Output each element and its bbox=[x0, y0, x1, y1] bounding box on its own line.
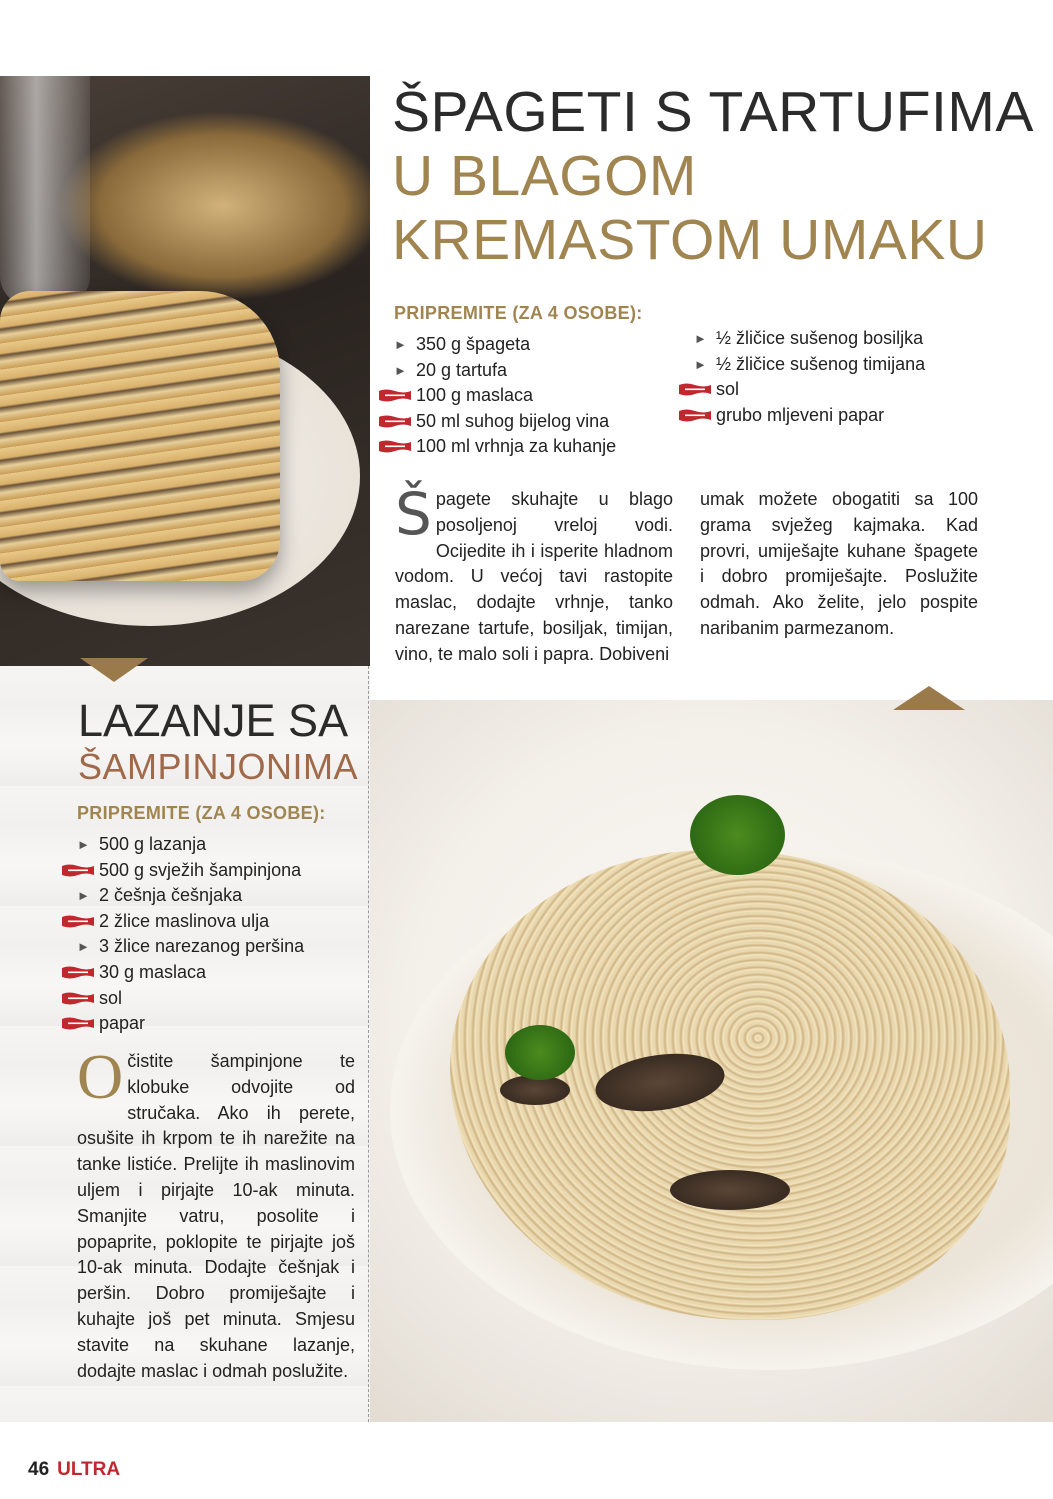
ingredient-text: 20 g tartufa bbox=[416, 359, 508, 380]
page-number: 46 bbox=[28, 1459, 50, 1480]
panel-divider bbox=[368, 666, 369, 1422]
recipe1-ingredients-col2 bbox=[694, 326, 925, 428]
brand-logo: ULTRA bbox=[57, 1459, 121, 1480]
recipe2-dropcap: O bbox=[77, 1041, 124, 1112]
ultra-plus-flag-icon bbox=[378, 439, 412, 454]
page-footer bbox=[28, 1459, 120, 1481]
ultra-plus-flag-icon bbox=[678, 408, 712, 423]
ingredient-item bbox=[77, 934, 326, 960]
ultra-plus-flag-icon bbox=[61, 863, 95, 878]
lasagna-photo bbox=[0, 76, 370, 666]
bullet-arrow-icon: ► bbox=[77, 888, 90, 904]
ingredient-item bbox=[77, 986, 326, 1012]
recipe2-ingredients-heading: PRIPREMITE (ZA 4 OSOBE): bbox=[77, 803, 326, 823]
recipe2-ingredients-list bbox=[77, 832, 326, 1037]
ingredient-item bbox=[77, 858, 326, 884]
ingredient-text: 350 g špageta bbox=[416, 334, 531, 354]
recipe1-ingredients-list-col2 bbox=[694, 326, 925, 428]
ingredient-text: 50 ml suhog bijelog vina bbox=[416, 410, 610, 431]
ingredient-text: ½ žličice sušenog bosiljka bbox=[716, 328, 924, 348]
ingredient-text: 2 češnja češnjaka bbox=[99, 885, 243, 906]
recipe1-method-text-cont: umak možete obogatiti sa 100 grama svježeg kajmaka. Kad provri, umiješajte kuhane špagete i dobro promiješajte. Poslužite odmah. Ako želite, jelo pospite naribanim parmezanom. bbox=[700, 489, 978, 638]
ingredient-text: 30 g maslaca bbox=[99, 961, 207, 982]
ingredient-item bbox=[77, 832, 326, 858]
parsley-garnish-shape bbox=[690, 795, 785, 875]
ultra-plus-flag-icon bbox=[61, 914, 95, 929]
ingredient-item bbox=[77, 960, 326, 986]
ingredient-text: ½ žličice sušenog timijana bbox=[716, 353, 926, 374]
ultra-plus-flag-icon bbox=[378, 414, 412, 429]
ingredient-text: 2 žlice maslinova ulja bbox=[99, 910, 270, 931]
bullet-arrow-icon: ► bbox=[394, 337, 407, 352]
bullet-arrow-icon: ► bbox=[694, 356, 707, 372]
ingredient-item bbox=[694, 326, 925, 352]
crystal-glass-shape bbox=[0, 76, 90, 306]
ingredient-item bbox=[394, 409, 643, 435]
recipe2-title-line2: ŠAMPINJONIMA bbox=[78, 746, 359, 787]
ingredient-text: papar bbox=[99, 1013, 146, 1034]
ingredient-item bbox=[394, 383, 643, 409]
recipe2-ingredients bbox=[77, 803, 326, 1037]
recipe1-title-line1: ŠPAGETI S TARTUFIMA bbox=[392, 80, 1034, 144]
recipe1-title bbox=[392, 80, 1034, 272]
ingredient-item bbox=[394, 358, 643, 384]
ultra-plus-flag-icon bbox=[61, 1016, 95, 1031]
recipe2-title bbox=[78, 696, 358, 788]
ingredient-text: 3 žlice narezanog peršina bbox=[99, 936, 305, 957]
ingredient-item bbox=[77, 909, 326, 935]
recipe1-ingredients-heading: PRIPREMITE (ZA 4 OSOBE): bbox=[394, 303, 643, 323]
recipe1-method-text: pagete skuhajte u blago posoljenoj vreloj vodi. Ocijedite ih i isperite hladnom vodom. U većoj tavi rastopite maslac, dodajte vrhnje, tanko narezane tartufe, bosiljak, timijan, vino, te malo soli i papra. Dobiveni bbox=[395, 489, 673, 664]
recipe2-method-text: čistite šampinjone te klobuke odvojite od stručaka. Ako ih perete, osušite ih krpom te ih narežite na tanke listiće. Prelijte ih maslinovim uljem i pirjajte 10-ak minuta. Smanjite vatru, posolite i popaprite, poklopite te pirjajte još 10-ak minuta. Dodajte češnjak i peršin. Dobro promiješajte i kuhajte još pet minuta. Smjesu stavite na skuhane lazanje, dodajte maslac i odmah poslužite. bbox=[77, 1051, 355, 1381]
ultra-plus-flag-icon bbox=[61, 991, 95, 1006]
recipe1-method-col1 bbox=[395, 480, 673, 668]
ingredient-text: 500 g lazanja bbox=[99, 834, 207, 854]
ingredient-text: sol bbox=[99, 987, 123, 1008]
bullet-arrow-icon: ► bbox=[77, 837, 90, 852]
recipe1-ingredients bbox=[394, 303, 643, 460]
decorative-triangle-up-icon bbox=[893, 686, 965, 710]
ingredient-text: 500 g svježih šampinjona bbox=[99, 859, 302, 880]
recipe1-method-col2 bbox=[700, 487, 978, 642]
lasagna-slice-shape bbox=[0, 291, 280, 581]
ingredient-item bbox=[694, 377, 925, 403]
ingredient-item bbox=[694, 403, 925, 429]
bullet-arrow-icon: ► bbox=[694, 331, 707, 346]
recipe2-title-line1: LAZANJE SA bbox=[78, 695, 349, 746]
ingredient-item bbox=[394, 332, 643, 358]
truffle-spaghetti-photo bbox=[370, 700, 1053, 1422]
mushroom-slice-shape bbox=[670, 1170, 790, 1210]
ingredient-item bbox=[694, 352, 925, 378]
ultra-plus-flag-icon bbox=[378, 388, 412, 403]
recipe1-dropcap: Š bbox=[395, 480, 432, 548]
ingredient-item bbox=[394, 434, 643, 460]
ingredient-text: grubo mljeveni papar bbox=[716, 404, 885, 425]
bullet-arrow-icon: ► bbox=[77, 939, 90, 955]
ingredient-text: sol bbox=[716, 379, 740, 400]
parsley-garnish-shape bbox=[505, 1025, 575, 1080]
recipe2-method bbox=[77, 1041, 355, 1384]
recipe1-title-line2: U BLAGOM bbox=[392, 144, 697, 208]
ingredient-text: 100 ml vrhnja za kuhanje bbox=[416, 436, 617, 457]
bullet-arrow-icon: ► bbox=[394, 362, 407, 378]
ingredient-item bbox=[77, 1011, 326, 1037]
recipe1-ingredients-list-col1 bbox=[394, 332, 643, 460]
ingredient-item bbox=[77, 883, 326, 909]
ultra-plus-flag-icon bbox=[678, 382, 712, 397]
decorative-triangle-down-icon bbox=[80, 658, 148, 682]
ingredient-text: 100 g maslaca bbox=[416, 385, 534, 406]
recipe1-title-line3: KREMASTOM UMAKU bbox=[392, 208, 988, 272]
ultra-plus-flag-icon bbox=[61, 965, 95, 980]
